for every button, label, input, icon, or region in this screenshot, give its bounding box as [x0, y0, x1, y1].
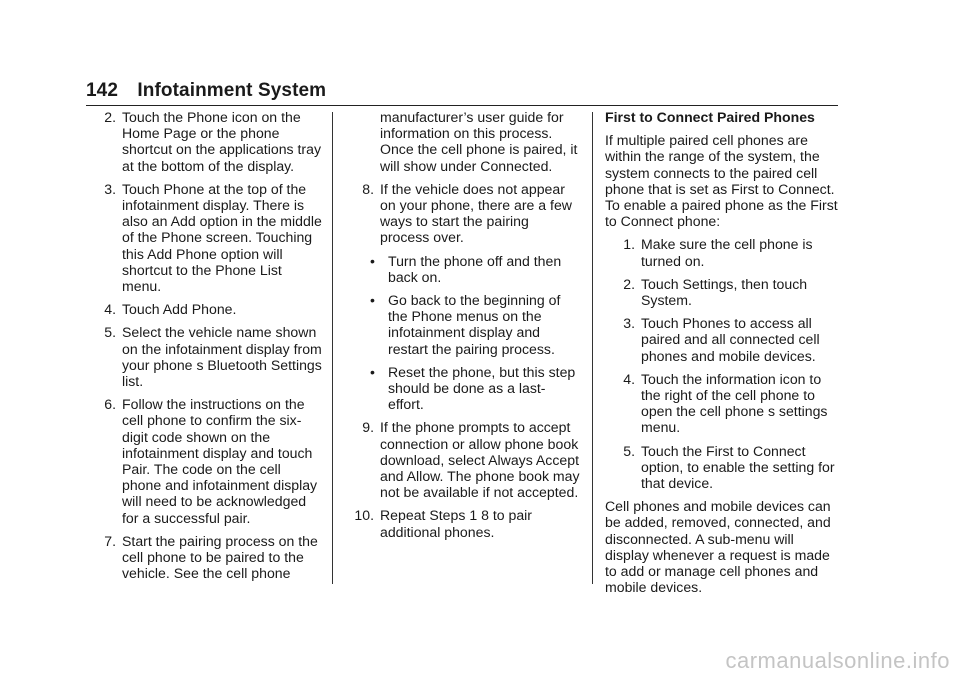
closing-paragraph: Cell phones and mobile devices can be added, removed, connected, and disconnected. A sub-menu will display whenever a request is made to add or manage cell phones and mobile devices.	[605, 498, 831, 596]
list-item: 5. Touch the First to Connect option, to enable the setting for that device.	[623, 442, 835, 492]
list-item: 3. Touch Phones to access all paired and all connected cell phones and mobile devices.	[623, 315, 820, 364]
list-item: 7. Start the pairing process on the cell phone to be paired to the vehicle. See the cell phone	[104, 532, 318, 582]
list-item: 4. Touch Add Phone.	[104, 301, 237, 318]
list-item: 6. Follow the instructions on the cell phone to confirm the six-digit code shown on the infotainment display and touch Pair. The code on the cell phone and infotainment display will need to be acknowledged for a successful pair.	[104, 396, 318, 526]
column-3	[605, 109, 841, 602]
header-rule	[86, 105, 838, 106]
list-item: 9. If the phone prompts to accept connection or allow phone book download, select Always Accept and Allow. The phone book may not be available if not accepted.	[362, 419, 580, 501]
list-item: 5. Select the vehicle name shown on the infotainment display from your phone s Bluetooth Settings list.	[104, 324, 322, 390]
column-divider-1	[332, 112, 333, 584]
section-title: Infotainment System	[137, 80, 327, 101]
list-item: 1. Make sure the cell phone is turned on.	[623, 236, 813, 269]
list-item: 8. If the vehicle does not appear on your phone, there are a few ways to start the pairing process over.	[362, 180, 572, 246]
list-item: 2. Touch the Phone icon on the Home Page or the phone shortcut on the applications tray at the bottom of the display.	[104, 109, 321, 174]
intro-paragraph: If multiple paired cell phones are within the range of the system, the system connects to the paired cell phone that is set as First to Connect. To enable a paired phone as the First to Connect phone:	[605, 132, 838, 230]
bullet-item: • Reset the phone, but this step should be done as a last-effort.	[370, 363, 576, 413]
page-header	[86, 80, 326, 102]
column-divider-2	[592, 112, 593, 584]
list-item: 4. Touch the information icon to the right of the cell phone to open the cell phone s settings menu.	[623, 370, 828, 436]
watermark: carmanualsonline.info	[725, 648, 950, 673]
bullet-item: • Turn the phone off and then back on.	[370, 252, 562, 285]
list-item: 2. Touch Settings, then touch System.	[623, 275, 808, 309]
list-item: 10. Repeat Steps 1 8 to pair additional phones.	[354, 507, 532, 540]
continued-text: manufacturer’s user guide for information on this process. Once the cell phone is paired, it will show under Connected.	[380, 109, 578, 174]
list-item: 3. Touch Phone at the top of the infotainment display. There is also an Add option in the middle of the Phone screen. Touching this Add Phone option will shortcut to the Phone List menu.	[104, 180, 322, 295]
page-number: 142	[86, 80, 119, 101]
column-1	[86, 109, 322, 588]
subheading: First to Connect Paired Phones	[605, 109, 815, 125]
bullet-item: • Go back to the beginning of the Phone menus on the infotainment display and restart the pairing process.	[370, 292, 561, 357]
column-2	[344, 109, 580, 547]
